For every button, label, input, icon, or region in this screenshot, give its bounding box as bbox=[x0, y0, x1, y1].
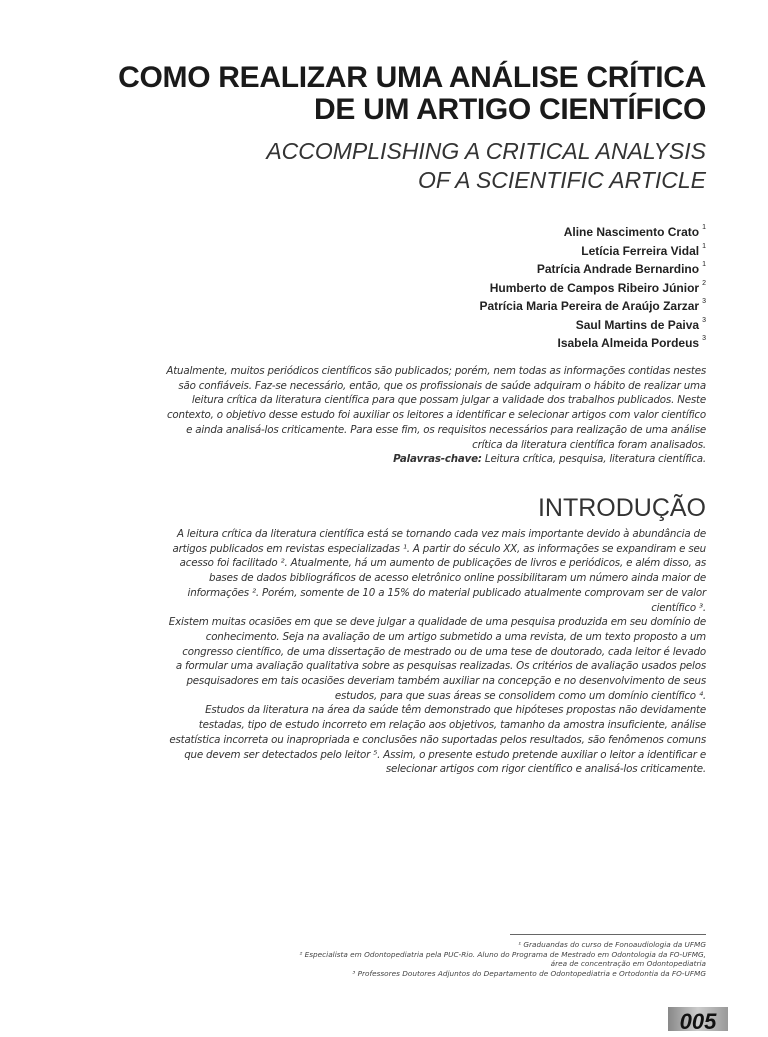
paragraph-line: testadas, tipo de estudo incorreto em relação aos objetivos, tamanho da amostra insuficiente, análise bbox=[198, 719, 706, 732]
author bbox=[479, 241, 706, 260]
paragraph-line: acesso foi facilitado ². Atualmente, há um aumento de publicações de livros e periódicos, e além disso, as bbox=[179, 557, 706, 570]
footnote-divider bbox=[510, 934, 706, 935]
paragraph-line: pesquisadores em tais ocasiões deveriam também auxiliar na concepção e no desenvolvimento de seus bbox=[186, 675, 706, 688]
paragraph-line: artigos publicados em revistas especializadas ¹. A partir do século XX, as informações se expandiram e seu bbox=[172, 542, 706, 555]
keywords-text: Leitura crítica, pesquisa, literatura científica. bbox=[481, 453, 706, 466]
paragraph-line: bases de dados bibliográficos de acesso eletrônico online possibilitaram um número ainda maior de bbox=[208, 572, 706, 585]
author-name: Letícia Ferreira Vidal bbox=[581, 243, 700, 258]
author bbox=[479, 296, 706, 315]
paragraph-line: estudos, para que suas áreas se consolidem como um domínio científico ⁴. bbox=[334, 689, 706, 702]
author-affiliation-mark: 1 bbox=[702, 242, 706, 250]
paragraph-line: A leitura crítica da literatura científica está se tornando cada vez mais importante devido à abundância de bbox=[176, 528, 706, 540]
footnotes bbox=[299, 940, 706, 978]
subtitle-line: ACCOMPLISHING A CRITICAL ANALYSIS bbox=[266, 138, 706, 164]
author-affiliation-mark: 3 bbox=[702, 316, 706, 324]
abstract-line: são confiáveis. Faz-se necessário, então, que os profissionais de saúde adquiram o hábito de realizar uma bbox=[178, 379, 706, 392]
author bbox=[479, 278, 706, 297]
abstract-line: crítica da literatura científica foram analisados. bbox=[472, 438, 706, 451]
paragraph-line: selecionar artigos com rigor científico e analisá-los criticamente. bbox=[385, 763, 706, 776]
footnote: ¹ Graduandas do curso de Fonoaudiologia da UFMG bbox=[518, 940, 706, 949]
section-heading: INTRODUÇÃO bbox=[537, 494, 706, 522]
article-subtitle bbox=[266, 137, 706, 195]
footnote: ² Especialista em Odontopediatria pela PUC-Rio. Aluno do Programa de Mestrado em Odontologia da FO-UFMG, bbox=[299, 949, 706, 959]
paragraph-line: congresso científico, de uma dissertação de mestrado ou de uma tese de doutorado, cada leitor é levado bbox=[182, 645, 706, 658]
footnote: área de concentração em Odontopediatria bbox=[550, 959, 706, 968]
author bbox=[479, 315, 706, 334]
article-title bbox=[118, 62, 706, 126]
paragraph-line: que devem ser detectados pelo leitor ⁵. Assim, o presente estudo pretende auxiliar o leitor a identificar e bbox=[184, 748, 706, 761]
author-name: Patrícia Andrade Bernardino bbox=[536, 262, 700, 276]
author bbox=[479, 333, 706, 352]
author-name: Patrícia Maria Pereira de Araújo Zarzar bbox=[479, 299, 700, 313]
paragraph-line: a formular uma avaliação qualitativa sobre as pesquisas realizadas. Os critérios de avaliação usados pelos bbox=[175, 660, 706, 673]
author-affiliation-mark: 3 bbox=[702, 298, 706, 305]
paragraph-line: informações ². Porém, somente de 10 a 15% do material publicado atualmente comprovam ser de valor bbox=[187, 586, 706, 599]
abstract-line: e ainda analisá-los criticamente. Para esse fim, os requisitos necessários para realização de uma análise bbox=[186, 423, 706, 436]
author-list bbox=[479, 222, 706, 352]
subtitle-line: OF A SCIENTIFIC ARTICLE bbox=[418, 167, 706, 193]
author-name: Saul Martins de Paiva bbox=[575, 317, 700, 332]
keywords bbox=[80, 452, 706, 467]
author-affiliation-mark: 1 bbox=[702, 224, 706, 231]
title-line: DE UM ARTIGO CIENTÍFICO bbox=[314, 93, 706, 126]
paragraph-line: científico ³. bbox=[651, 601, 706, 614]
keywords-label: Palavras-chave: bbox=[393, 453, 482, 466]
introduction-text bbox=[80, 527, 706, 777]
author bbox=[479, 259, 706, 278]
abstract bbox=[80, 364, 706, 467]
author bbox=[479, 222, 706, 241]
page-number: 005 bbox=[668, 1007, 728, 1031]
footnote: ³ Professores Doutores Adjuntos do Departamento de Odontopediatria e Ortodontia da FO-UFMG bbox=[352, 968, 706, 978]
paragraph-line: conhecimento. Seja na avaliação de um artigo submetido a uma revista, de um texto proposto a um bbox=[205, 630, 706, 643]
author-affiliation-mark: 1 bbox=[702, 261, 706, 268]
paragraph-line: Existem muitas ocasiões em que se deve julgar a qualidade de uma pesquisa produzida em seu domínio de bbox=[168, 616, 706, 629]
author-name: Isabela Almeida Pordeus bbox=[557, 336, 700, 350]
abstract-line: Atualmente, muitos periódicos científicos são publicados; porém, nem todas as informações contidas nestes bbox=[166, 365, 706, 377]
author-affiliation-mark: 2 bbox=[702, 279, 706, 287]
paragraph-line: Estudos da literatura na área da saúde têm demonstrado que hipóteses propostas não devidamente bbox=[205, 704, 706, 717]
author-affiliation-mark: 3 bbox=[702, 335, 706, 342]
author-name: Aline Nascimento Crato bbox=[563, 225, 700, 239]
author-name: Humberto de Campos Ribeiro Júnior bbox=[489, 280, 700, 295]
title-line: COMO REALIZAR UMA ANÁLISE CRÍTICA bbox=[118, 61, 706, 94]
paragraph-line: estatística incorreta ou inapropriada e conclusões não suportadas pelos resultados, são fenômenos comuns bbox=[169, 733, 706, 746]
abstract-line: leitura crítica da literatura científica para que possam julgar a validade dos trabalhos publicados. Neste bbox=[191, 394, 706, 407]
abstract-line: contexto, o objetivo desse estudo foi auxiliar os leitores a identificar e selecionar artigos com valor científico bbox=[166, 409, 706, 422]
